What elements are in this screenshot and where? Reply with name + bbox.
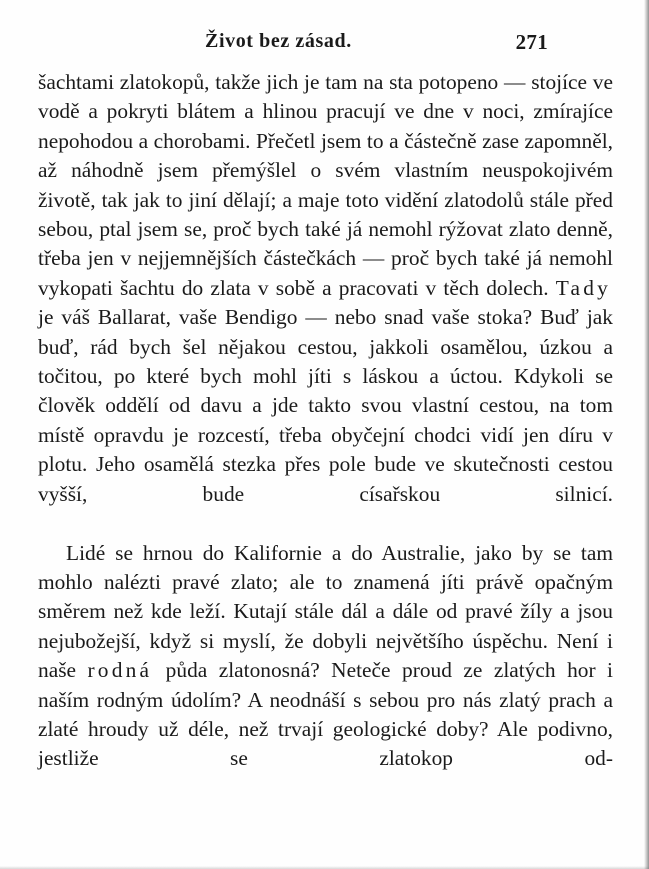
emphasis-letterspaced: Tady: [555, 275, 611, 300]
page-number: 271: [515, 30, 548, 54]
emphasis-letterspaced: rodná: [87, 658, 153, 683]
running-head: [38, 30, 612, 60]
body-text: [38, 68, 613, 803]
paragraph: Lidé se hrnou do Kalifornie a do Australie, jako by se tam mohlo nalézti pravé zlato; ale to znamená jíti právě opačným směrem než kde leží. Kutají stále dál a dále od pravé žíly a jsou nejubožejší, když si myslí, že dobyli největšího úspěchu. Není i naše rodná půda zlatonosná? Neteče proud ze zlatých hor i naším rodným údolím? A neodnáší s sebou pro nás zlatý prach a zlaté hroudy už déle, než trvají geologické doby? Ale podivno, jestliže se zlatokop od-: [38, 540, 613, 771]
scan-edge-right: [644, 0, 649, 869]
paragraph: šachtami zlatokopů, takže jich je tam na sta potopeno — stojíce ve vodě a pokryti blátem a hlinou pracují ve dne v noci, zmírajíce nepohodou a chorobami. Přečetl jsem to a částečně zase zapomněl, až náhodně jsem přemýšlel o svém vlastním neuspokojivém životě, tak jak to jiní dělají; a maje toto vidění zlatodolů stále před sebou, ptal jsem se, proč bych také já nemohl rýžovat zlato denně, třeba jen v nejjemnějších částečkách — proč bych také já nemohl vykopati šachtu do zlata v sobě a pracovati v těch dolech. Tady je váš Ballarat, vaše Bendigo — nebo snad vaše stoka? Buď jak buď, rád bych šel nějakou cestou, jakkoli osamělou, úzkou a točitou, po které bych mohl jíti s láskou a úctou. Kdykoli se člověk oddělí od davu a jde takto svou vlastní cestou, na tom místě opravdu je rozcestí, třeba obyčejní chodci vidí jen díru v plotu. Jeho osamělá stezka přes pole bude ve skutečnosti cestou vyšší, bude císařskou silnicí.: [38, 70, 613, 506]
page-title: Život bez zásad.: [205, 30, 352, 52]
